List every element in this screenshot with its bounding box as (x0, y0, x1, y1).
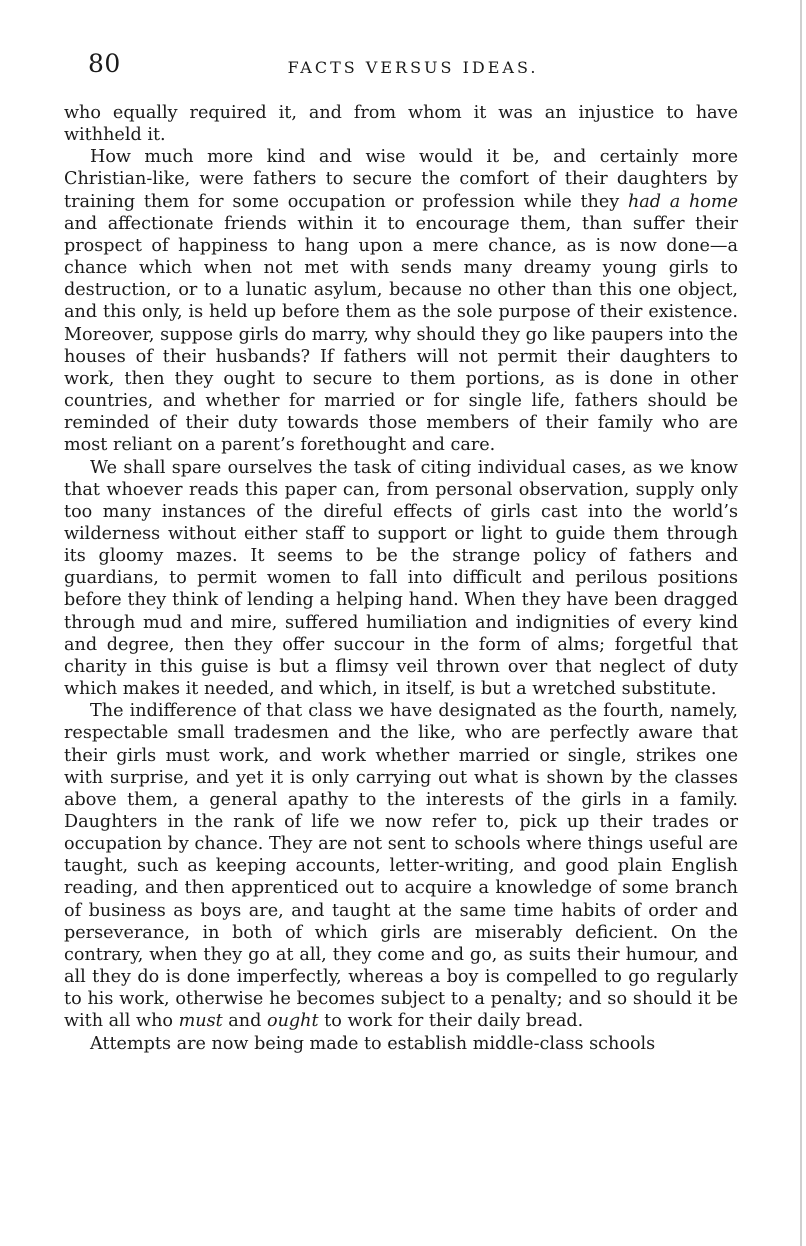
italic-word: must (178, 1011, 223, 1032)
paragraph-text: We shall spare ourselves the task of citing individual cases, as we know that whoever reads this paper can, from personal observation, supply only too many instances of the direful effects of girls cast into the world’s wilderness without either staff to support or light to guide them through its gloomy mazes. It seems to be the strange policy of fathers and guardians, to permit women to fall into difficult and perilous positions before they think of lending a helping hand. When they have been dragged through mud and mire, suffered humiliation and indignities of every kind and degree, then they offer succour in the form of alms; forgetful that charity in this guise is but a flimsy veil thrown over that neglect of duty which makes it needed, and which, in itself, is but a wretched substitute. (64, 457, 738, 700)
paragraph (64, 700, 738, 1032)
page-header (88, 48, 738, 88)
page-number: 80 (88, 49, 121, 78)
paragraph-final-line (64, 1033, 738, 1055)
italic-word: ought (267, 1011, 319, 1032)
paragraph-continuation (64, 102, 738, 146)
page-edge-rule (800, 0, 802, 1246)
paragraph-text: and affectionate friends within it to encourage them, than suffer their prospect of happiness to hang upon a mere chance, as is now done—a chance which when not met with sends many dreamy young girls to destruction, or to a lunatic asylum, because no other than this one object, and this only, is held up before them as the sole purpose of their existence. Moreover, suppose girls do marry, why should they go like paupers into the houses of their husbands? If fathers will not permit their daughters to work, then they ought to secure to them portions, as is done in other countries, and whether for married or for single life, fathers should be reminded of their duty towards those members of their family who are most reliant on a parent’s forethought and care. (64, 213, 738, 456)
paragraph-text: to work for their daily bread. (318, 1011, 584, 1032)
paragraph-text: and (222, 1011, 267, 1032)
paragraph-text: How much more kind and wise would it be, and certainly more Christian-like, were fathers to secure the comfort of their daughters by training them for some occupation or profession while they (64, 147, 738, 212)
italic-phrase: had a home (627, 191, 738, 212)
paragraph (64, 146, 738, 456)
paragraph-text: Attempts are now being made to establish middle-class schools (90, 1033, 656, 1054)
page-body (64, 102, 738, 1055)
running-title: FACTS VERSUS IDEAS. (287, 58, 539, 77)
paragraph-text: The indifference of that class we have designated as the fourth, namely, respectable small tradesmen and the like, who are perfectly aware that their girls must work, and work whether married or single, strikes one with surprise, and yet it is only carrying out what is shown by the classes above them, a general apathy to the interests of the girls in a family. Daughters in the rank of life we now refer to, pick up their trades or occupation by chance. They are not sent to schools where things useful are taught, such as keeping accounts, letter-writing, and good plain English reading, and then apprenticed out to acquire a knowledge of some branch of business as boys are, and taught at the same time habits of order and perseverance, in both of which girls are miserably deficient. On the contrary, when they go at all, they come and go, as suits their humour, and all they do is done imperfectly, whereas a boy is compelled to go regularly to his work, otherwise he becomes subject to a penalty; and so should it be with all who (64, 701, 738, 1032)
paragraph (64, 457, 738, 701)
paragraph-text: who equally required it, and from whom it was an injustice to have withheld it. (64, 103, 738, 146)
